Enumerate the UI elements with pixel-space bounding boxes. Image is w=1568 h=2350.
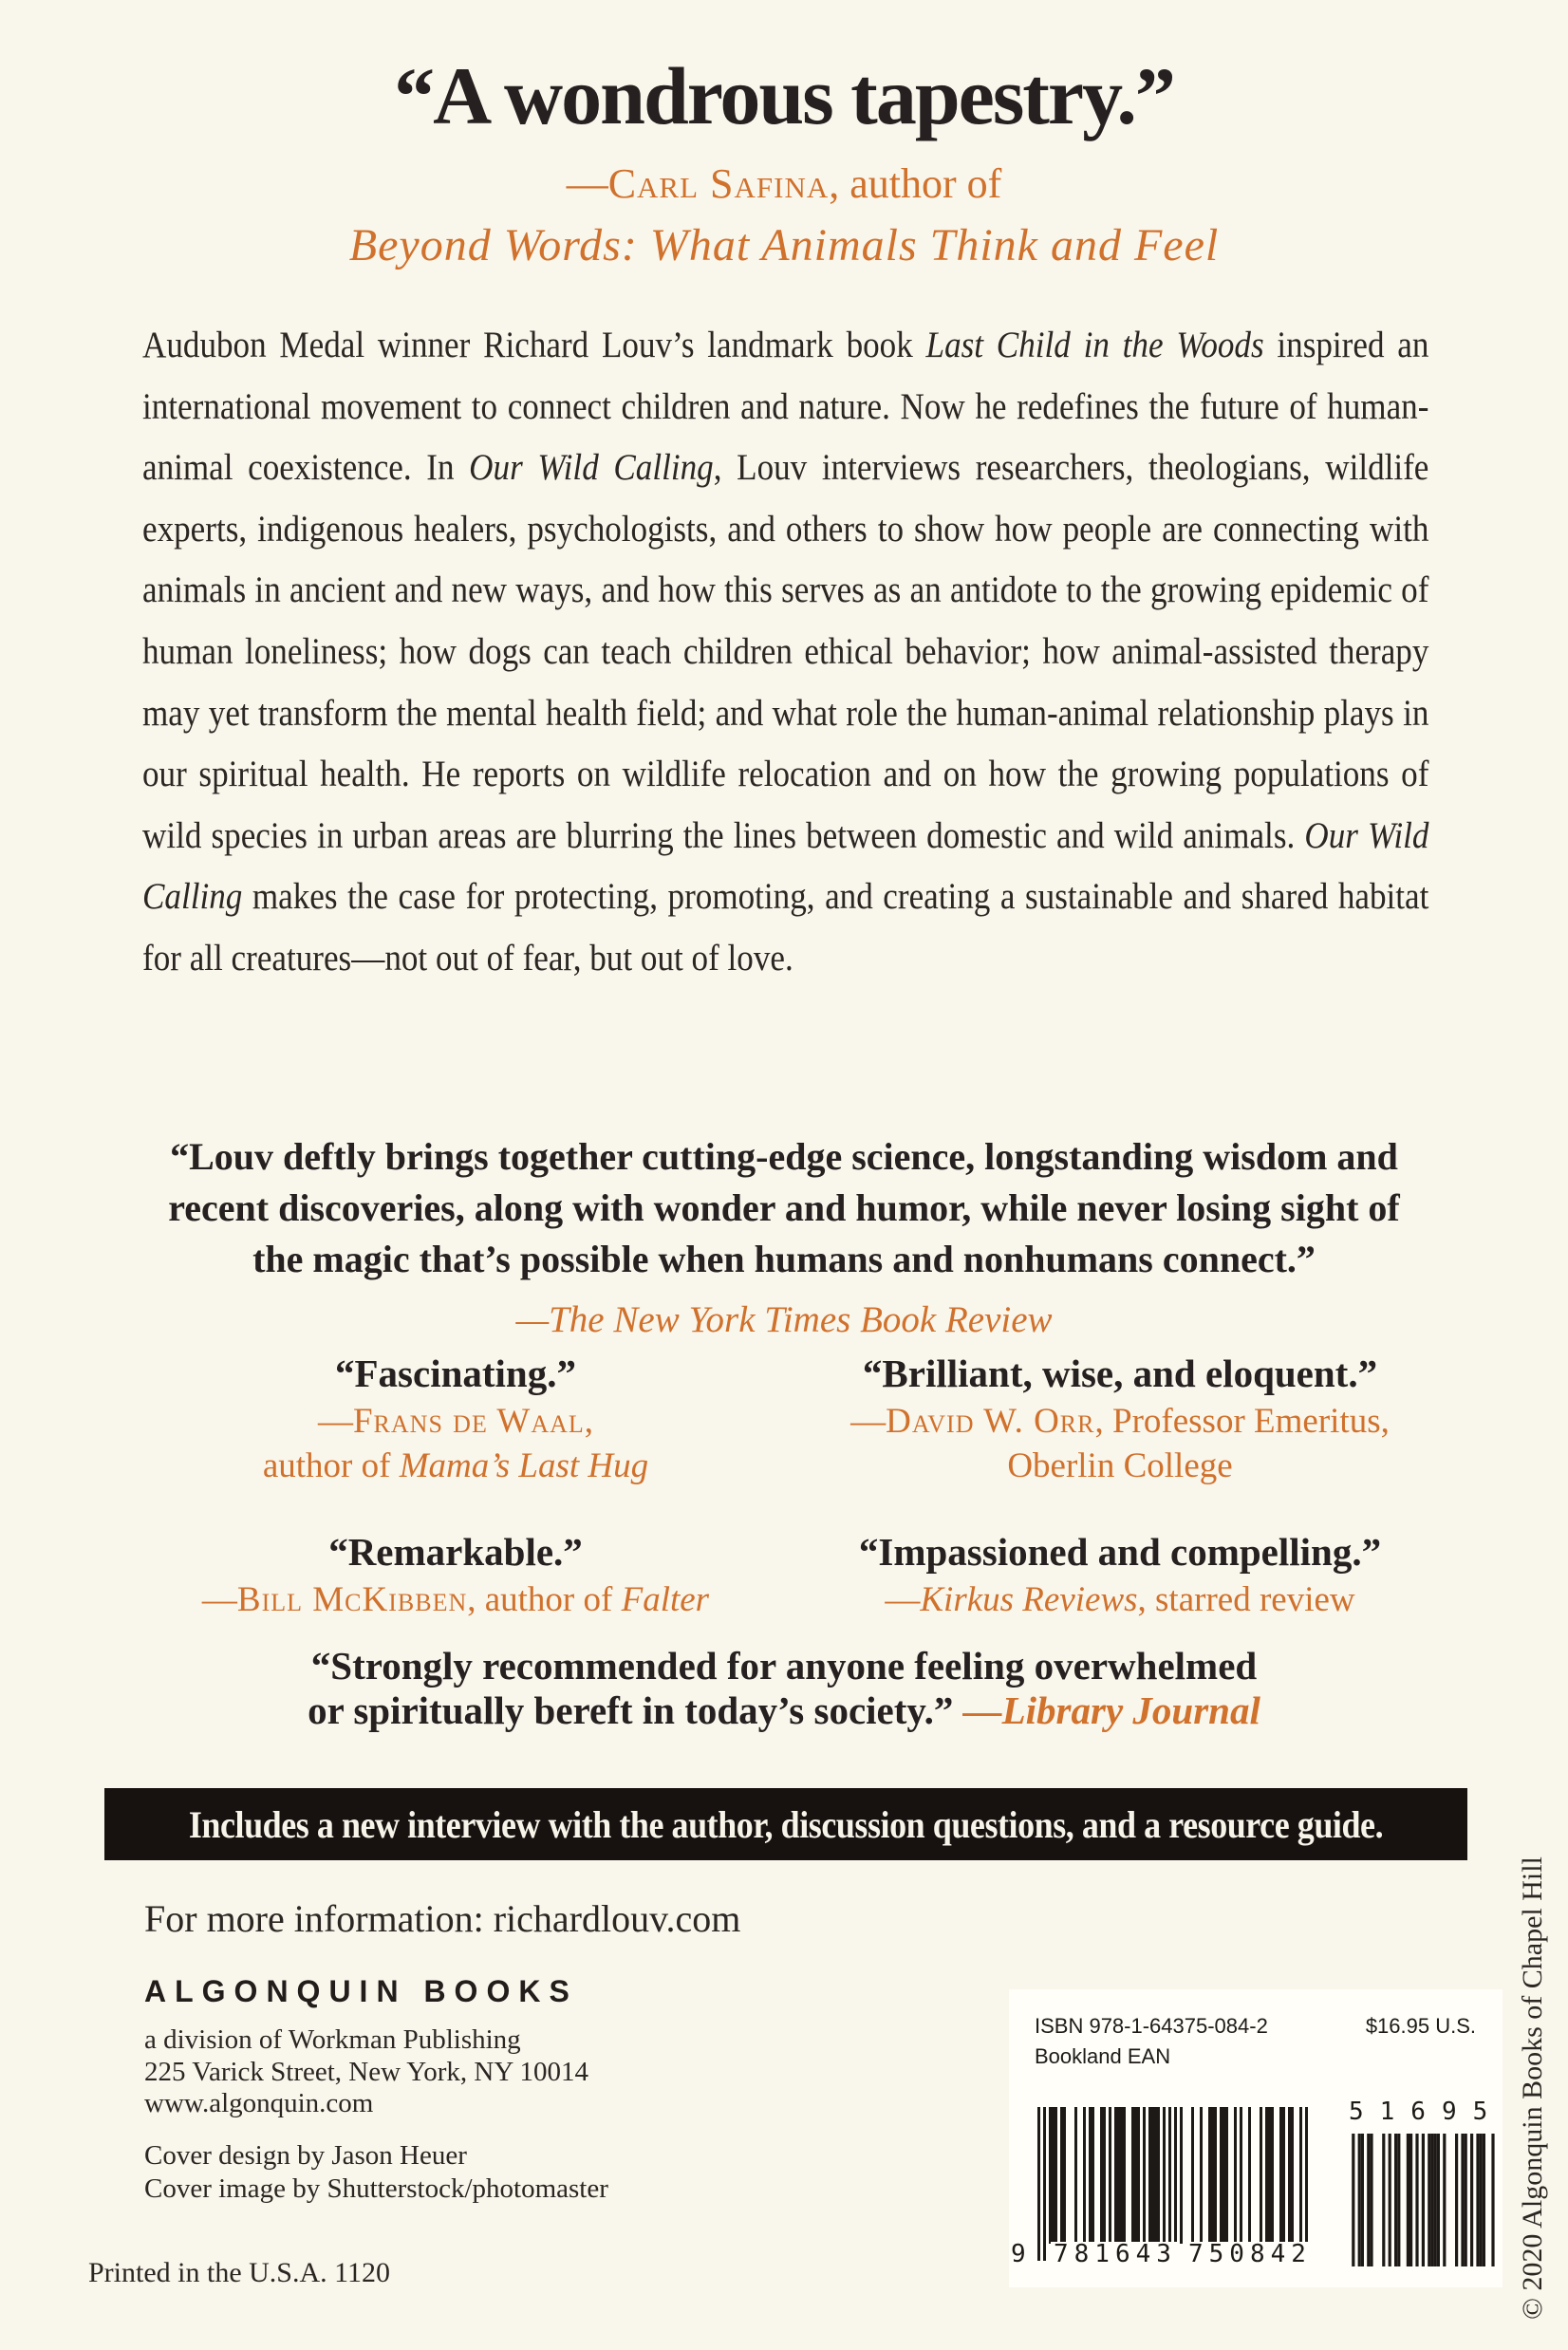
blurb-attribution: —Kirkus Reviews, starred review [885,1580,1355,1619]
publisher-logo: ALGONQUIN BOOKS [144,1974,578,2008]
price-addon-barcode [1349,2134,1495,2266]
ean-left-digits: 781643 [1051,2242,1180,2266]
ean-first-digit: 9 [1011,2240,1026,2268]
library-journal-quote [0,1644,1568,1733]
blurb-impassioned [788,1530,1452,1622]
blurb-attribution: —David W. Orr, Professor Emeritus, Oberlin College [850,1402,1390,1485]
feature-banner-text: Includes a new interview with the author, discussion questions, and a resource guide. [188,1802,1384,1846]
price-label: $16.95 U.S. [1365,2014,1476,2038]
isbn-label: ISBN 978-1-64375-084-2 [1035,2014,1268,2038]
feature-banner [104,1788,1467,1860]
headline-quote-block [0,50,1568,271]
bookland-ean-label: Bookland EAN [1035,2044,1171,2068]
cover-credits: Cover design by Jason Heuer Cover image by Shutterstock/photomaster [144,2140,608,2204]
blurb-remarkable [133,1530,778,1622]
publisher-block [144,1974,588,2120]
publisher-address: a division of Workman Publishing 225 Varick Street, New York, NY 10014 www.algonquin.com [144,2024,588,2118]
blurb-attribution: —Bill McKibben, author of Falter [201,1580,710,1619]
headline-attribution-work: Beyond Words: What Animals Think and Feel [348,220,1220,270]
blurb-quote: “Impassioned and compelling.” [858,1530,1382,1574]
more-info-line: For more information: richardlouv.com [144,1897,741,1940]
headline-quote: “A wondrous tapestry.” [394,50,1174,141]
blurb-fascinating [133,1352,778,1488]
blurb-attribution: —Frans de Waal, author of Mama’s Last Hug [262,1402,649,1485]
synopsis-paragraph: Audubon Medal winner Richard Louv’s landmark book Last Child in the Woods inspired an international movement to connect children and nature. Now he redefines the future of human-animal coexistence. In Our Wild Calling, Louv interviews researchers, theologians, wildlife experts, indigenous healers, psychologists, and others to show how people are connecting with animals in ancient and new ways, and how this serves as an antidote to the growing epidemic of human loneliness; how dogs can teach children ethical behavior; how animal-assisted therapy may yet transform the mental health field; and what role the human-animal relationship plays in our spiritual health. He reports on wildlife relocation and on how the growing populations of wild species in urban areas are blurring the lines between domestic and wild animals. Our Wild Calling makes the case for protecting, promoting, and creating a sustainable and shared habitat for all creatures—not out of fear, but out of love. [142,325,1429,979]
blurb-quote: “Brilliant, wise, and eloquent.” [862,1352,1378,1395]
vertical-copyright: © 2020 Algonquin Books of Chapel Hill [1517,1856,1548,2320]
ean-right-digits: 750842 [1185,2242,1315,2266]
nyt-review-quote: “Louv deftly brings together cutting-edge science, longstanding wisdom and recent discoveries, along with wonder and humor, while never losing sight of the magic that’s possible when humans and nonhumans connect.” [168,1135,1400,1280]
nyt-review-block [0,1131,1568,1341]
price-addon-digits: 51695 [1349,2098,1504,2126]
headline-attribution: —Carl Safina, author of [566,160,1002,207]
blurb-quote: “Remarkable.” [328,1530,583,1574]
barcode-panel [1009,1989,1503,2287]
printed-line: Printed in the U.S.A. 1120 [88,2257,391,2288]
library-journal-lines: “Strongly recommended for anyone feeling overwhelmed or spiritually bereft in today’s society.” —Library Journal [308,1644,1260,1732]
ean-barcode [1037,2107,1308,2261]
nyt-review-attribution: —The New York Times Book Review [515,1299,1053,1340]
blurb-quote: “Fascinating.” [335,1352,576,1395]
blurb-brilliant [788,1352,1452,1488]
